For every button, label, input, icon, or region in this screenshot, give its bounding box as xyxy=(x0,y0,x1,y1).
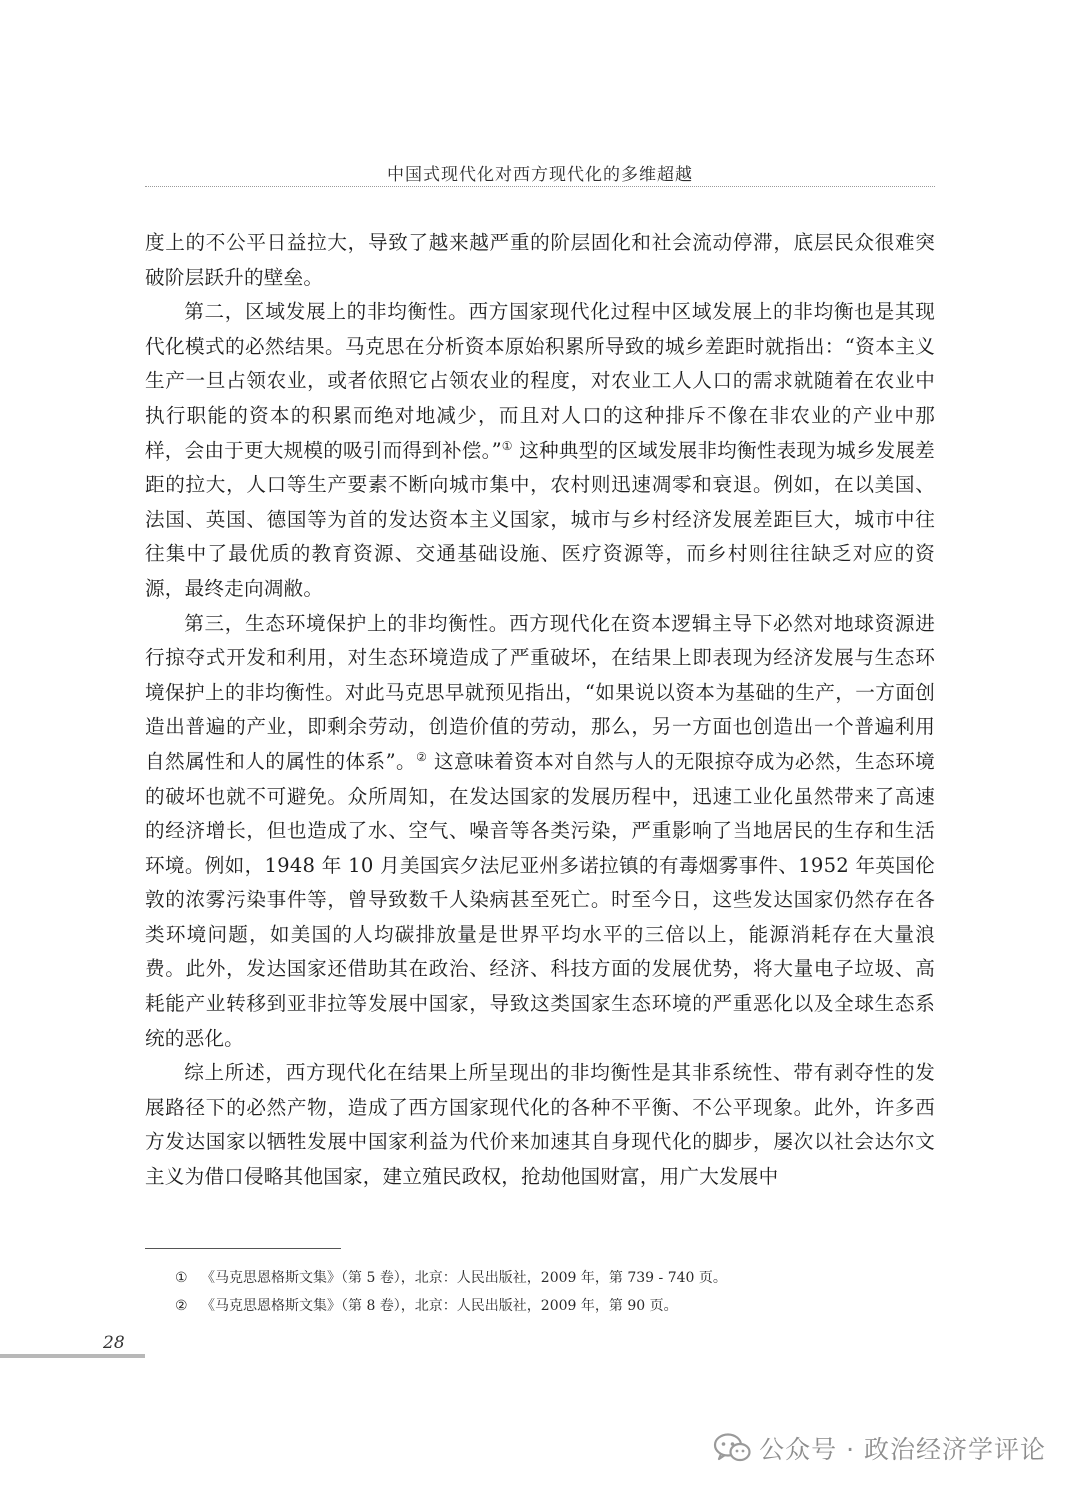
page-number: 28 xyxy=(103,1333,125,1353)
paragraph-4: 综上所述，西方现代化在结果上所呈现出的非均衡性是其非系统性、带有剥夺性的发展路径下的必然产物，造成了西方国家现代化的各种不平衡、不公平现象。此外，许多西方发达国家以牺牲发展中国家利益为代价来加速其自身现代化的脚步，屡次以社会达尔文主义为借口侵略其他国家，建立殖民政权，抢劫他国财富，用广大发展中 xyxy=(145,1061,935,1189)
paragraph-3-text-b: 这意味着资本对自然与人的无限掠夺成为必然，生态环境的破坏也就不可避免。众所周知，在发达国家的发展历程中，迅速工业化虽然带来了高速的经济增长，但也造成了水、空气、噪音等各类污染，严重影响了当地居民的生存和生活环境。例如，1948 年 10 月美国宾夕法尼亚州多诺拉镇的有毒烟雾事件、1952 年英国伦敦的浓雾污染事件等，曾导致数千人染病甚至死亡。时至今日，这些发达国家仍然存在各类环境问题，如美国的人均碳排放量是世界平均水平的三倍以上，能源消耗存在大量浪费。此外，发达国家还借助其在政治、经济、科技方面的发展优势，将大量电子垃圾、高耗能产业转移到亚非拉等发展中国家，导致这类国家生态环境的严重恶化以及全球生态系统的恶化。 xyxy=(145,749,935,1050)
footnote-text: 《马克思恩格斯文集》（第 5 卷），北京：人民出版社，2009 年，第 739 - 740 页。 xyxy=(201,1270,727,1286)
footnote-text: 《马克思恩格斯文集》（第 8 卷），北京：人民出版社，2009 年，第 90 页。 xyxy=(201,1298,678,1314)
footnote-ref-2[interactable]: ② xyxy=(416,749,428,764)
footnote-divider xyxy=(145,1248,341,1249)
footnote-2 xyxy=(175,1294,935,1318)
header-divider xyxy=(145,186,935,187)
paragraph-3-text-a: 第三，生态环境保护上的非均衡性。西方现代化在资本逻辑主导下必然对地球资源进行掠夺式开发和利用，对生态环境造成了严重破坏，在结果上即表现为经济发展与生态环境保护上的非均衡性。对此马克思早就预见指出，“如果说以资本为基础的生产，一方面创造出普遍的产业，即剩余劳动，创造价值的劳动，那么，另一方面也创造出一个普遍利用自然属性和人的属性的体系”。 xyxy=(145,611,935,773)
paragraph-2 xyxy=(145,295,935,606)
paragraph-2-text-b: 这种典型的区域发展非均衡性表现为城乡发展差距的拉大，人口等生产要素不断向城市集中，农村则迅速凋零和衰退。例如，在以美国、法国、英国、德国等为首的发达资本主义国家，城市与乡村经济发展差距巨大，城市中往往集中了最优质的教育资源、交通基础设施、医疗资源等，而乡村则往往缺乏对应的资源，最终走向凋敝。 xyxy=(145,438,935,600)
article-body xyxy=(145,226,935,1195)
footnote-ref-1[interactable]: ① xyxy=(501,438,513,453)
footnotes xyxy=(175,1266,935,1322)
paragraph-2-text-a: 第二，区域发展上的非均衡性。西方国家现代化过程中区域发展上的非均衡也是其现代化模式的必然结果。马克思在分析资本原始积累所导致的城乡差距时就指出：“资本主义生产一旦占领农业，或者依照它占领农业的程度，对农业工人人口的需求就随着在农业中执行职能的资本的积累而绝对地减少，而且对人口的这种排斥不像在非农业的产业中那样，会由于更大规模的吸引而得到补偿。” xyxy=(145,300,935,462)
footnote-mark: ① xyxy=(175,1270,188,1286)
watermark-text: 公众号 · 政治经济学评论 xyxy=(759,1435,1046,1464)
running-title: 中国式现代化对西方现代化的多维超越 xyxy=(387,165,693,185)
paragraph-3 xyxy=(145,607,935,1057)
paragraph-1: 度上的不公平日益拉大，导致了越来越严重的阶层固化和社会流动停滞，底层民众很难突破阶层跃升的壁垒。 xyxy=(145,231,935,289)
page-number-bar xyxy=(0,1354,145,1358)
wechat-icon xyxy=(713,1432,751,1464)
footnote-mark: ② xyxy=(175,1298,188,1314)
footnote-1 xyxy=(175,1266,935,1290)
watermark xyxy=(713,1430,1046,1466)
